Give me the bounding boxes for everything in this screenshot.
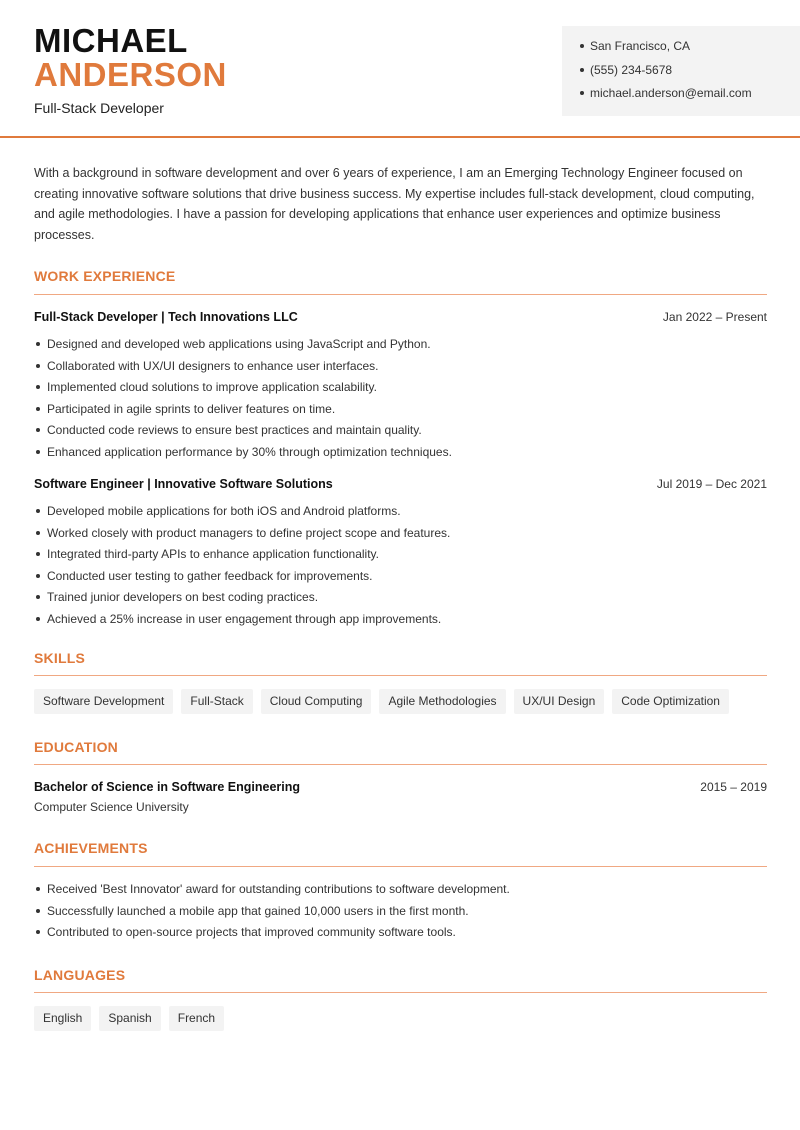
contact-box	[562, 26, 800, 116]
section-divider	[34, 675, 767, 676]
bullet-icon	[36, 595, 40, 599]
skill-chip: Cloud Computing	[261, 689, 372, 714]
list-item	[34, 444, 767, 466]
list-item	[34, 525, 767, 547]
bullet-text: Successfully launched a mobile app that gained 10,000 users in the first month.	[47, 903, 469, 918]
education-header	[34, 780, 767, 794]
bullet-text: Implemented cloud solutions to improve application scalability.	[47, 380, 377, 394]
skill-chip: Agile Methodologies	[379, 689, 505, 714]
section-title-languages: LANGUAGES	[34, 967, 126, 983]
list-item	[34, 422, 767, 444]
first-name: MICHAEL	[34, 22, 188, 59]
contact-email-text: michael.anderson@email.com	[590, 86, 752, 100]
section-divider	[34, 992, 767, 993]
list-item	[34, 881, 767, 903]
bullet-text: Integrated third-party APIs to enhance application functionality.	[47, 547, 379, 561]
education-dates: 2015 – 2019	[700, 780, 767, 794]
bullet-icon	[36, 617, 40, 621]
bullet-icon	[36, 385, 40, 389]
list-item	[34, 568, 767, 590]
contact-location-text: San Francisco, CA	[590, 39, 691, 53]
list-item	[34, 611, 767, 633]
list-item	[34, 546, 767, 568]
bullet-text: Conducted user testing to gather feedback for improvements.	[47, 568, 373, 583]
skill-chip: UX/UI Design	[514, 689, 605, 714]
section-divider	[34, 294, 767, 295]
list-item	[34, 589, 767, 611]
bullet-text: Worked closely with product managers to define project scope and features.	[47, 525, 451, 540]
section-title-work: WORK EXPERIENCE	[34, 268, 176, 284]
contact-email	[580, 85, 800, 109]
list-item	[34, 503, 767, 525]
bullet-icon	[36, 509, 40, 513]
bullet-text: Enhanced application performance by 30% through optimization techniques.	[47, 444, 452, 459]
list-item	[34, 336, 767, 358]
languages-list	[34, 1006, 224, 1031]
bullet-icon	[36, 342, 40, 346]
skill-chip: Code Optimization	[612, 689, 729, 714]
bullet-icon	[36, 407, 40, 411]
bullet-icon	[36, 364, 40, 368]
job-role: Software Engineer | Innovative Software Solutions	[34, 477, 333, 491]
list-item	[34, 401, 767, 423]
bullet-icon	[580, 44, 584, 48]
last-name: ANDERSON	[34, 56, 227, 93]
bullet-icon	[36, 450, 40, 454]
bullet-icon	[36, 930, 40, 934]
language-chip: French	[169, 1006, 224, 1031]
contact-phone	[580, 62, 800, 86]
job-role: Full-Stack Developer | Tech Innovations LLC	[34, 310, 298, 324]
bullet-text: Trained junior developers on best coding practices.	[47, 590, 319, 604]
language-chip: English	[34, 1006, 91, 1031]
bullet-icon	[36, 428, 40, 432]
contact-phone-text: (555) 234-5678	[590, 62, 673, 77]
professional-summary: With a background in software development and over 6 years of experience, I am an Emerging Technology Engineer focused on creating innovative software solutions that drive business success. My expertise includes full-stack development, cloud computing, and agile methodologies. I have a passion for developing applications that enhance user experiences and optimize business processes.	[34, 166, 755, 243]
job-header	[34, 477, 767, 491]
education-school: Computer Science University	[34, 800, 189, 814]
bullet-icon	[36, 574, 40, 578]
skills-list	[34, 689, 729, 714]
language-chip: Spanish	[99, 1006, 160, 1031]
job-bullets	[34, 336, 767, 465]
list-item	[34, 379, 767, 401]
bullet-icon	[36, 531, 40, 535]
job-bullets	[34, 503, 767, 632]
list-item	[34, 903, 767, 925]
section-title-achievements: ACHIEVEMENTS	[34, 840, 148, 856]
resume-header	[0, 0, 800, 138]
bullet-text: Received 'Best Innovator' award for outstanding contributions to software development.	[47, 882, 510, 896]
achievements-list	[34, 881, 767, 946]
job-title: Full-Stack Developer	[34, 100, 164, 116]
bullet-text: Conducted code reviews to ensure best practices and maintain quality.	[47, 423, 422, 437]
bullet-icon	[580, 68, 584, 72]
bullet-icon	[580, 91, 584, 95]
contact-location	[580, 38, 800, 62]
section-divider	[34, 866, 767, 867]
bullet-icon	[36, 909, 40, 913]
job-dates: Jul 2019 – Dec 2021	[656, 477, 767, 491]
bullet-text: Collaborated with UX/UI designers to enhance user interfaces.	[47, 358, 379, 373]
education-degree: Bachelor of Science in Software Engineering	[34, 780, 301, 794]
bullet-text: Contributed to open-source projects that improved community software tools.	[47, 925, 456, 939]
skill-chip: Full-Stack	[181, 689, 252, 714]
bullet-icon	[36, 552, 40, 556]
list-item	[34, 924, 767, 946]
job-dates: Jan 2022 – Present	[662, 310, 767, 324]
skill-chip: Software Development	[34, 689, 173, 714]
list-item	[34, 358, 767, 380]
bullet-icon	[36, 887, 40, 891]
bullet-text: Developed mobile applications for both iOS and Android platforms.	[47, 504, 401, 518]
section-divider	[34, 764, 767, 765]
bullet-text: Achieved a 25% increase in user engagement through app improvements.	[47, 611, 442, 626]
section-title-education: EDUCATION	[34, 739, 118, 755]
bullet-text: Participated in agile sprints to deliver features on time.	[47, 401, 336, 416]
bullet-text: Designed and developed web applications using JavaScript and Python.	[47, 337, 431, 351]
job-header	[34, 310, 767, 324]
section-title-skills: SKILLS	[34, 650, 85, 666]
